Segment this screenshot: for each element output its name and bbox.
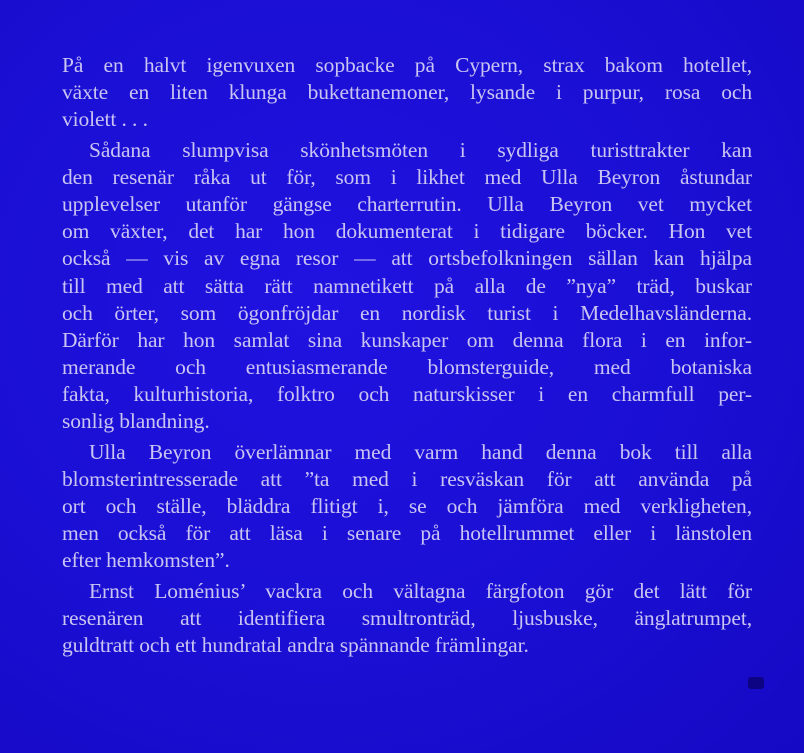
text-line: den resenär råka ut för, som i likhet med Ulla Beyron åstundar (62, 164, 752, 189)
text-line: resenären att identifiera smultronträd, ljusbuske, änglatrumpet, (62, 605, 752, 630)
text-line: blomsterintresserade att ”ta med i resväskan för att använda på (62, 466, 752, 491)
text-line: fakta, kulturhistoria, folktro och naturskisser i en charmfull per- (62, 382, 752, 407)
text-line: På en halvt igenvuxen sopbacke på Cypern, strax bakom hotellet, (62, 53, 752, 77)
text-line: guldtratt och ett hundratal andra spännande främlingar. (62, 632, 529, 657)
text-line: också — vis av egna resor — att ortsbefolkningen sällan kan hjälpa (62, 246, 752, 271)
text-line: sonlig blandning. (62, 409, 210, 434)
text-line: merande och entusiasmerande blomsterguide, med botaniska (62, 355, 752, 380)
paragraph-1 (62, 52, 752, 134)
text-line: om växter, det har hon dokumenterat i tidigare böcker. Hon vet (62, 219, 752, 244)
text-line: violett . . . (62, 107, 148, 132)
text-line: växte en liten klunga bukettanemoner, lysande i purpur, rosa och (62, 80, 752, 105)
paragraph-2 (62, 137, 752, 436)
text-line: efter hemkomsten”. (62, 548, 230, 573)
text-line: och örter, som ögonfröjdar en nordisk turist i Medelhavsländerna. (62, 300, 752, 325)
paragraph-4 (62, 578, 752, 660)
text-line: Ernst Loménius’ vackra och vältagna färgfoton gör det lätt för (89, 578, 752, 603)
print-smudge (748, 677, 764, 689)
paragraph-3 (62, 439, 752, 575)
text-line: Sådana slumpvisa skönhetsmöten i sydliga turisttrakter kan (89, 137, 752, 162)
text-line: till med att sätta rätt namnetikett på alla de ”nya” träd, buskar (62, 273, 752, 298)
text-line: men också för att läsa i senare på hotellrummet eller i länstolen (62, 521, 752, 546)
text-line: upplevelser utanför gängse charterrutin. Ulla Beyron vet mycket (62, 191, 752, 216)
text-line: ort och ställe, bläddra flitigt i, se och jämföra med verkligheten, (62, 494, 752, 518)
back-cover-text (62, 52, 752, 659)
text-line: Därför har hon samlat sina kunskaper om denna flora i en infor- (62, 327, 752, 352)
text-line: Ulla Beyron överlämnar med varm hand denna bok till alla (89, 439, 752, 464)
